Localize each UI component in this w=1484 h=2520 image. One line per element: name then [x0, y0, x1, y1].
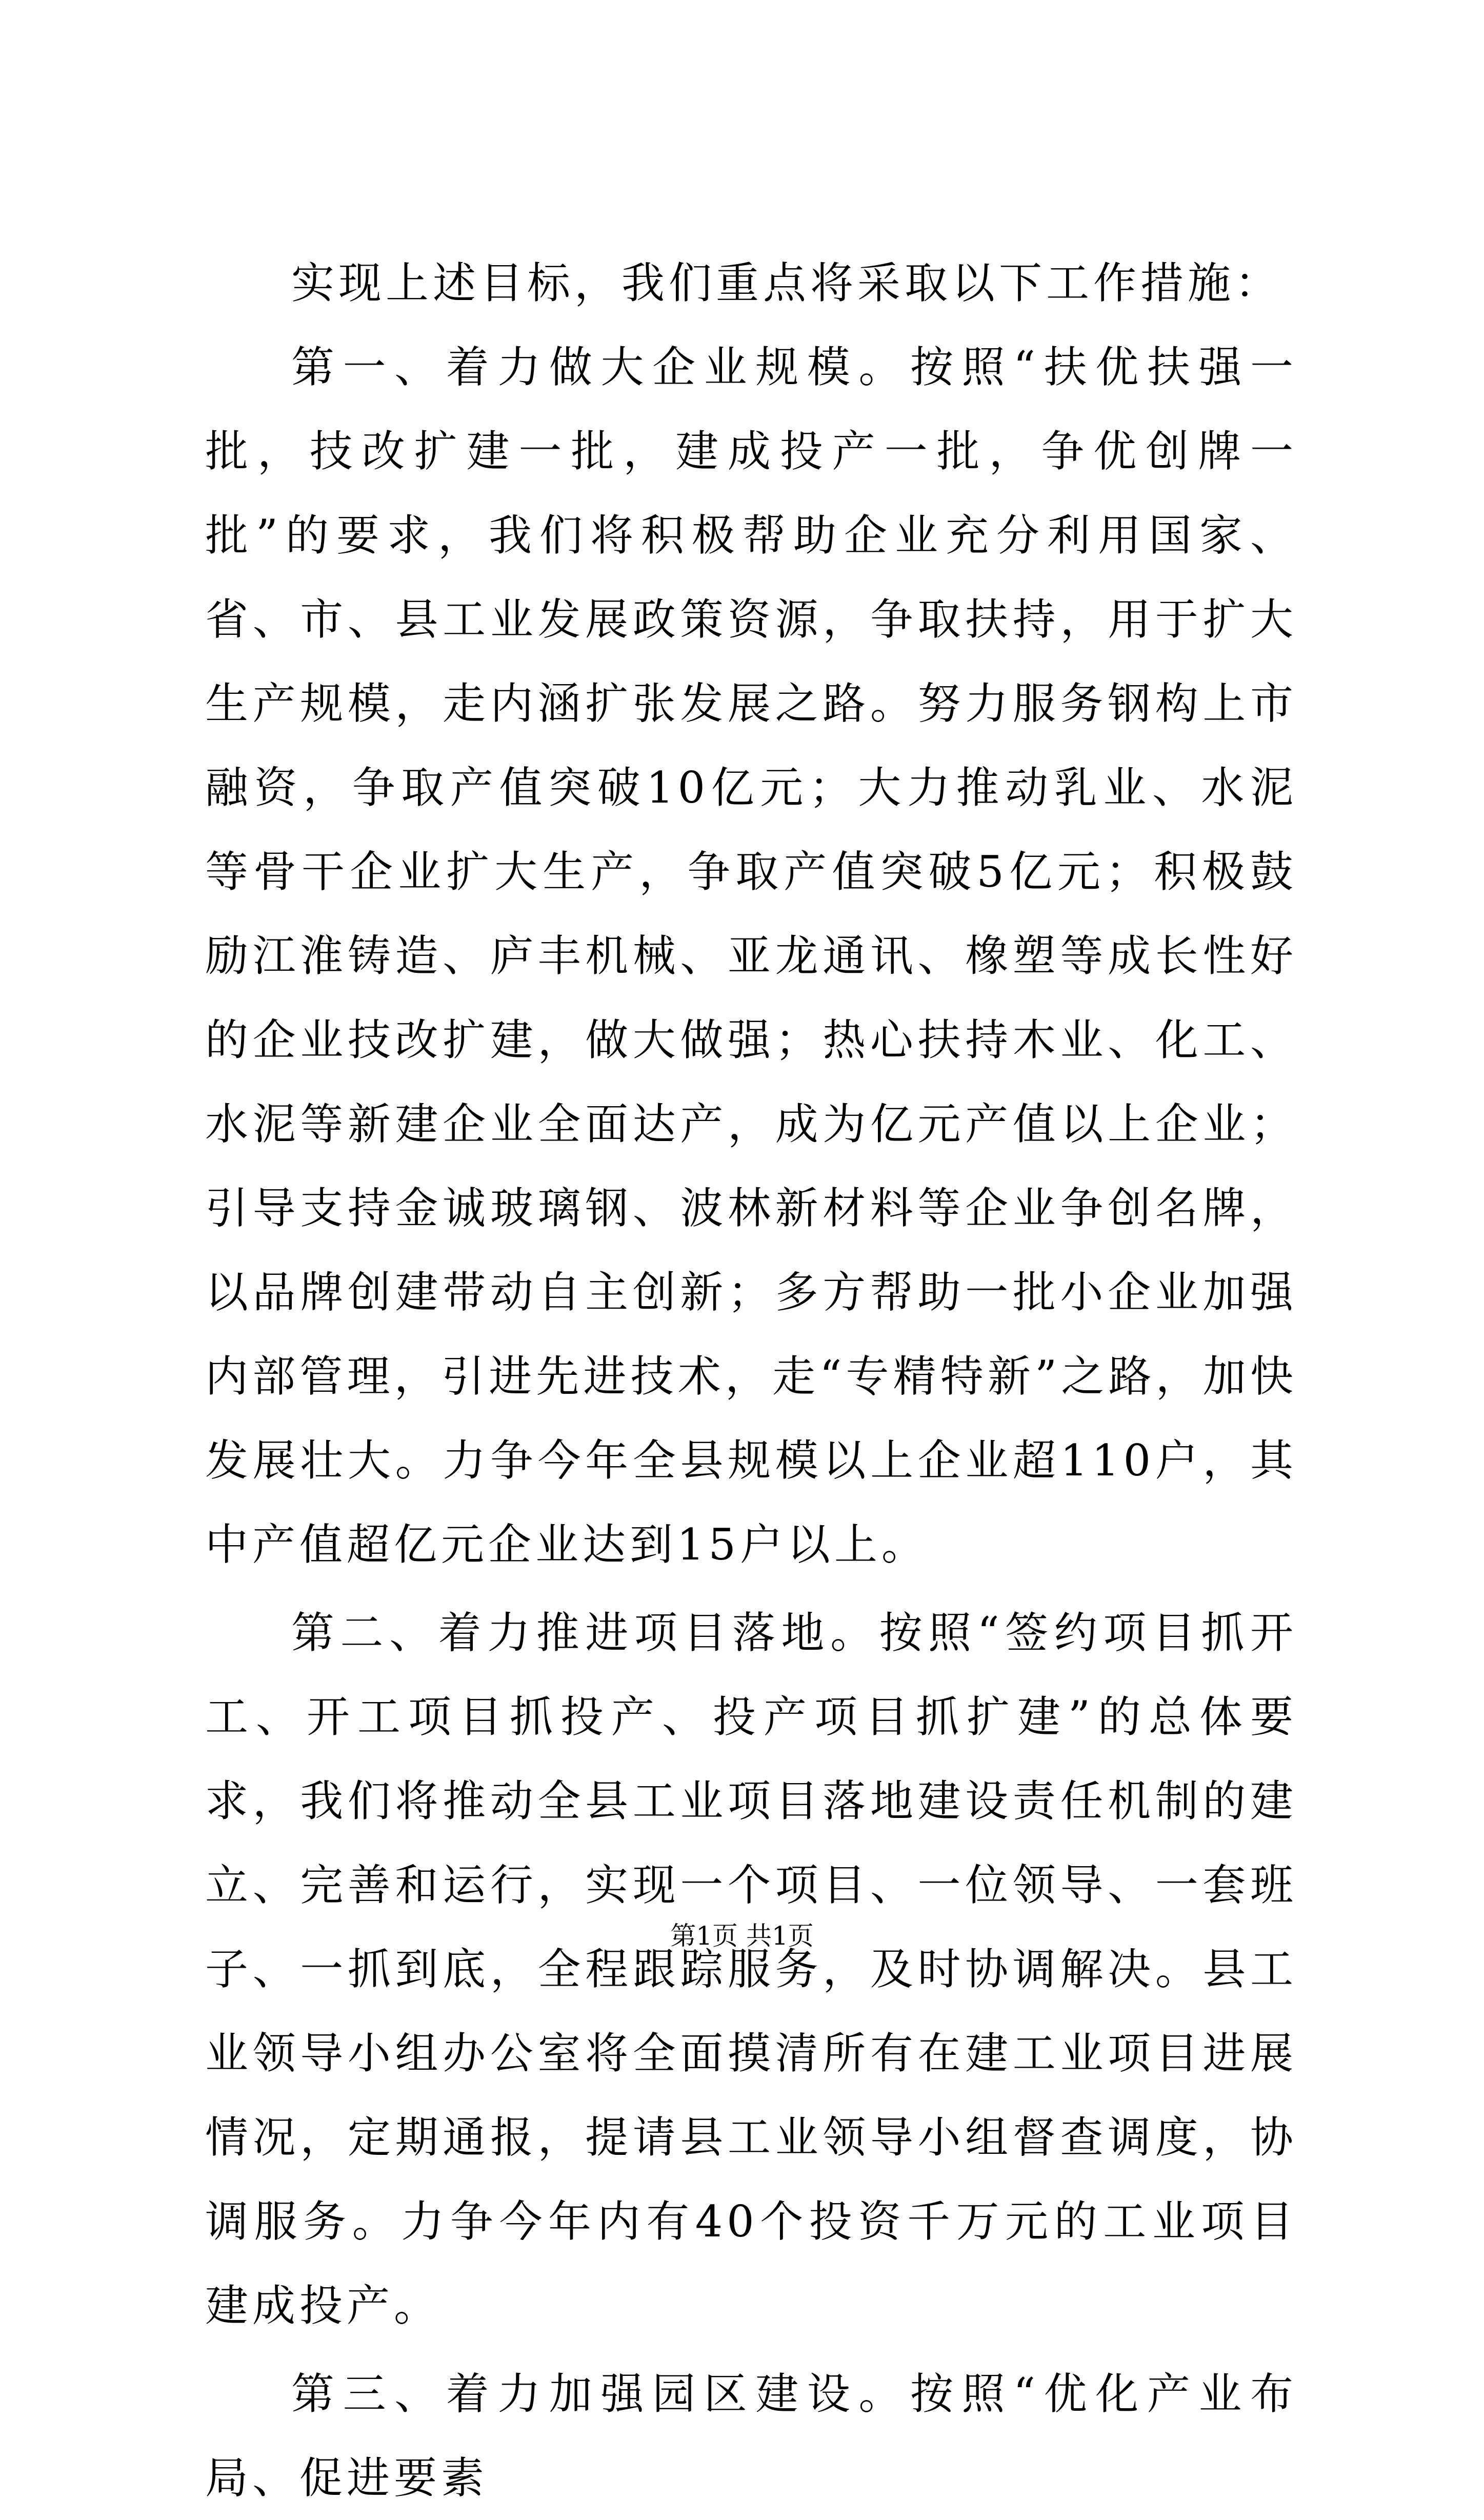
paragraph-measure-1: 第一、着力做大企业规模。按照“扶优扶强一批，技改扩建一批，建成投产一批，争优创牌一批”的要求，我们将积极帮助企业充分利用国家、省、市、县工业发展政策资源，争取扶持，用于扩大生产规模，走内涵扩张发展之路。努力服务钢构上市融资，争取产值突破10亿元；大力推动乳业、水泥等骨干企业扩大生产，争取产值突破5亿元；积极鼓励江淮铸造、庐丰机械、亚龙通讯、橡塑等成长性好的企业技改扩建，做大做强；热心扶持木业、化工、水泥等新建企业全面达产，成为亿元产值以上企业；引导支持金诚玻璃钢、波林新材料等企业争创名牌，以品牌创建带动自主创新；多方帮助一批小企业加强内部管理，引进先进技术，走“专精特新”之路，加快发展壮大。力争今年全县规模以上企业超110户，其中产值超亿元企业达到15户以上。: [205, 342, 1297, 1570]
document-body: [205, 241, 1297, 2520]
paragraph-measure-2: 第二、着力推进项目落地。按照“签约项目抓开工、开工项目抓投产、投产项目抓扩建”的总体要求，我们将推动全县工业项目落地建设责任机制的建立、完善和运行，实现一个项目、一位领导、一套班子、一抓到底，全程跟踪服务，及时协调解决。县工业领导小组办公室将全面摸清所有在建工业项目进展情况，定期通报，提请县工业领导小组督查调度，协调服务。力争今年内有40个投资千万元的工业项目建成投产。: [205, 1608, 1297, 2331]
paragraph-intro: 实现上述目标，我们重点将采取以下工作措施：: [291, 258, 1282, 308]
paragraph-measure-3: 第三、着力加强园区建设。按照“优化产业布局、促进要素: [205, 2369, 1297, 2503]
page-footer: 第1页 共1页: [670, 1921, 814, 1951]
